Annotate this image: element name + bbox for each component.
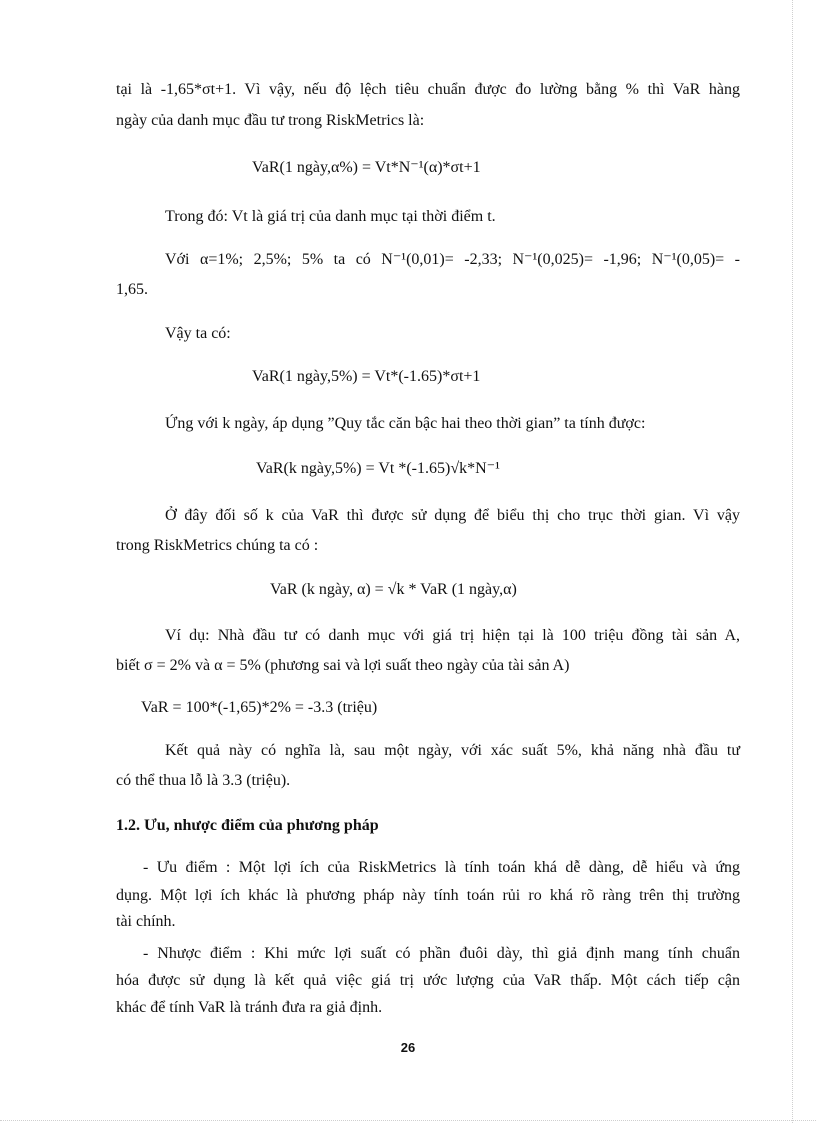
- paragraph-line: Ở đây đối số k của VaR thì được sử dụng để biểu thị cho trục thời gian. Vì vậy: [165, 507, 740, 524]
- paragraph-line: trong RiskMetrics chúng ta có :: [116, 537, 319, 554]
- paragraph-line: tài chính.: [116, 913, 176, 930]
- formula-var-k-days: VaR(k ngày,5%) = Vt *(-1.65)√k*N⁻¹: [256, 460, 500, 477]
- paragraph-line: Ứng với k ngày, áp dụng ”Quy tắc căn bậc hai theo thời gian” ta tính được:: [165, 415, 646, 432]
- paragraph-line: Kết quả này có nghĩa là, sau một ngày, với xác suất 5%, khả năng nhà đầu tư: [165, 742, 740, 759]
- paragraph-line: khác để tính VaR là tránh đưa ra giả định.: [116, 999, 383, 1016]
- formula-var-1-day: VaR(1 ngày,α%) = Vt*N⁻¹(α)*σt+1: [252, 159, 481, 176]
- paragraph-line: Với α=1%; 2,5%; 5% ta có N⁻¹(0,01)= -2,33; N⁻¹(0,025)= -1,96; N⁻¹(0,05)= -: [165, 251, 740, 268]
- formula-example: VaR = 100*(-1,65)*2% = -3.3 (triệu): [141, 699, 378, 716]
- bullet-line: - Nhược điểm : Khi mức lợi suất có phần đuôi dày, thì giả định mang tính chuẩn: [143, 945, 740, 962]
- formula-sqrt-k: VaR (k ngày, α) = √k * VaR (1 ngày,α): [270, 581, 517, 598]
- formula-var-5-percent: VaR(1 ngày,5%) = Vt*(-1.65)*σt+1: [252, 368, 481, 385]
- paragraph-line: ngày của danh mục đầu tư trong RiskMetrics là:: [116, 112, 425, 129]
- paragraph-line: dụng. Một lợi ích khác là phương pháp này tính toán rủi ro khá rõ ràng trên thị trường: [116, 887, 740, 904]
- section-heading: 1.2. Ưu, nhược điểm của phương pháp: [116, 817, 379, 834]
- paragraph-line: có thể thua lỗ là 3.3 (triệu).: [116, 772, 291, 789]
- page-number: 26: [400, 1040, 416, 1055]
- bullet-line: - Ưu điểm : Một lợi ích của RiskMetrics là tính toán khá dễ dàng, dễ hiểu và ứng: [143, 859, 740, 876]
- page-edge-right: [792, 0, 793, 1123]
- paragraph-line: tại là -1,65*σt+1. Vì vậy, nếu độ lệch tiêu chuẩn được đo lường bằng % thì VaR hàng: [116, 81, 740, 98]
- paragraph-line: Ví dụ: Nhà đầu tư có danh mục với giá trị hiện tại là 100 triệu đồng tài sản A,: [165, 627, 740, 644]
- paragraph-line: 1,65.: [116, 281, 148, 298]
- paragraph-line: Vậy ta có:: [165, 325, 231, 342]
- paragraph-line: Trong đó: Vt là giá trị của danh mục tại thời điểm t.: [165, 208, 496, 225]
- paragraph-line: hóa được sử dụng là kết quả việc giá trị ước lượng của VaR thấp. Một cách tiếp cận: [116, 972, 740, 989]
- page-edge-bottom: [0, 1120, 816, 1121]
- paragraph-line: biết σ = 2% và α = 5% (phương sai và lợi suất theo ngày của tài sản A): [116, 657, 570, 674]
